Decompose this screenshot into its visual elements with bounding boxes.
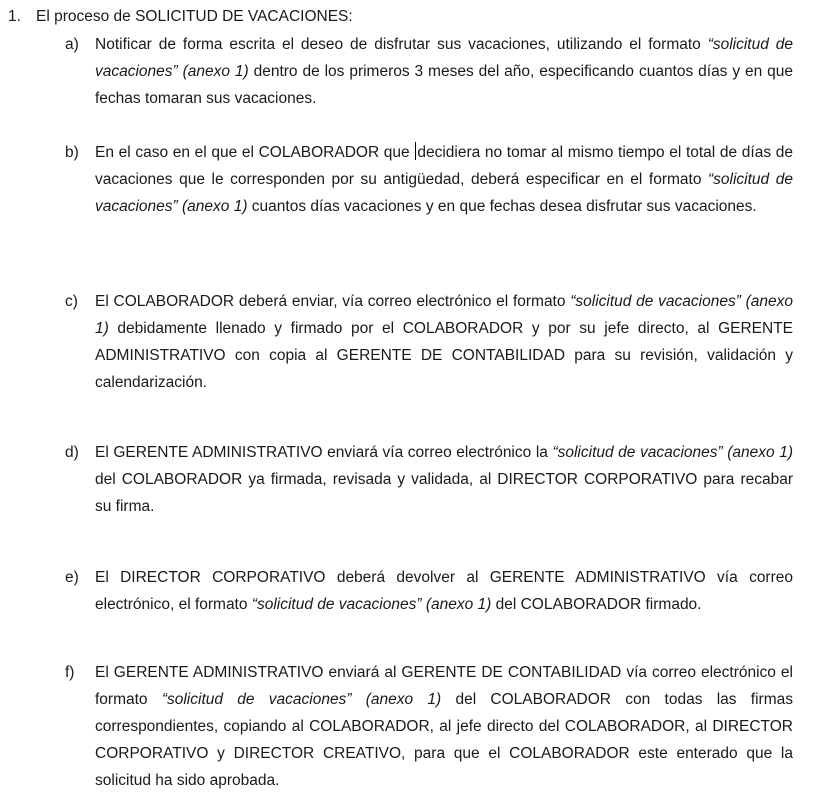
text-segment: del COLABORADOR firmado. xyxy=(491,596,702,613)
italic-text: “solicitud de vacaciones” (anexo 1) xyxy=(95,36,793,80)
text-segment: cuantos días vacaciones y en que fechas desea disfrutar sus vacaciones. xyxy=(247,198,757,215)
italic-text: “solicitud de vacaciones” (anexo 1) xyxy=(251,596,492,613)
text-segment: dentro de los primeros 3 meses del año, especificando cuantos días y en que fechas tomaran sus vacaciones. xyxy=(95,63,794,107)
text-segment: Notificar de forma escrita el deseo de disfrutar sus vacaciones, utilizando el formato xyxy=(95,36,708,53)
text-segment: El DIRECTOR CORPORATIVO deberá devolver al GERENTE ADMINISTRATIVO vía correo electrónico, el formato xyxy=(95,569,793,613)
item-marker: b) xyxy=(65,144,79,161)
list-item-a xyxy=(65,31,793,112)
text-segment: decidiera no tomar al mismo tiempo el total de días de vacaciones que le corresponden por su antigüedad, deberá especificar en el formato xyxy=(95,144,793,188)
text-segment: El GERENTE ADMINISTRATIVO enviará al GERENTE DE CONTABILIDAD vía correo electrónico el formato xyxy=(95,664,793,708)
item-marker: e) xyxy=(65,569,79,586)
text-segment: En el caso en el que el COLABORADOR que xyxy=(95,144,415,161)
item-text xyxy=(95,439,793,520)
text-segment: El GERENTE ADMINISTRATIVO enviará vía correo electrónico la xyxy=(95,444,553,461)
item-marker: f) xyxy=(65,664,75,681)
item-marker: d) xyxy=(65,444,79,461)
italic-text: “solicitud de vacaciones” (anexo 1) xyxy=(95,293,794,337)
item-text xyxy=(95,288,793,396)
item-marker: c) xyxy=(65,293,78,310)
item-text xyxy=(95,139,793,220)
item-marker: a) xyxy=(65,36,79,53)
item-text xyxy=(95,564,793,618)
italic-text: “solicitud de vacaciones” (anexo 1) xyxy=(95,171,793,215)
list-item-f xyxy=(65,659,793,794)
italic-text: “solicitud de vacaciones” (anexo 1) xyxy=(161,691,442,708)
text-segment: del COLABORADOR ya firmada, revisada y validada, al DIRECTOR CORPORATIVO para recabar su firma. xyxy=(95,471,793,515)
list-item-c xyxy=(65,288,793,396)
item-text xyxy=(95,31,793,112)
list-item-e xyxy=(65,564,793,618)
section-heading xyxy=(8,7,353,27)
heading-number: 1. xyxy=(8,8,21,25)
text-segment: debidamente llenado y firmado por el COLABORADOR y por su jefe directo, al GERENTE ADMINISTRATIVO con copia al GERENTE DE CONTABILIDAD para su revisión, validación y calendarización. xyxy=(95,320,793,391)
list-item-d xyxy=(65,439,793,520)
list-item-b xyxy=(65,139,793,220)
item-text xyxy=(95,659,793,794)
italic-text: “solicitud de vacaciones” (anexo 1) xyxy=(552,444,793,461)
text-segment: del COLABORADOR con todas las firmas correspondientes, copiando al COLABORADOR, al jefe directo del COLABORADOR, al DIRECTOR CORPORATIVO y DIRECTOR CREATIVO, para que el COLABORADOR este enterado que la solicitud ha sido aprobada. xyxy=(95,691,793,789)
heading-text: El proceso de SOLICITUD DE VACACIONES: xyxy=(36,8,353,25)
text-segment: El COLABORADOR deberá enviar, vía correo electrónico el formato xyxy=(95,293,571,310)
